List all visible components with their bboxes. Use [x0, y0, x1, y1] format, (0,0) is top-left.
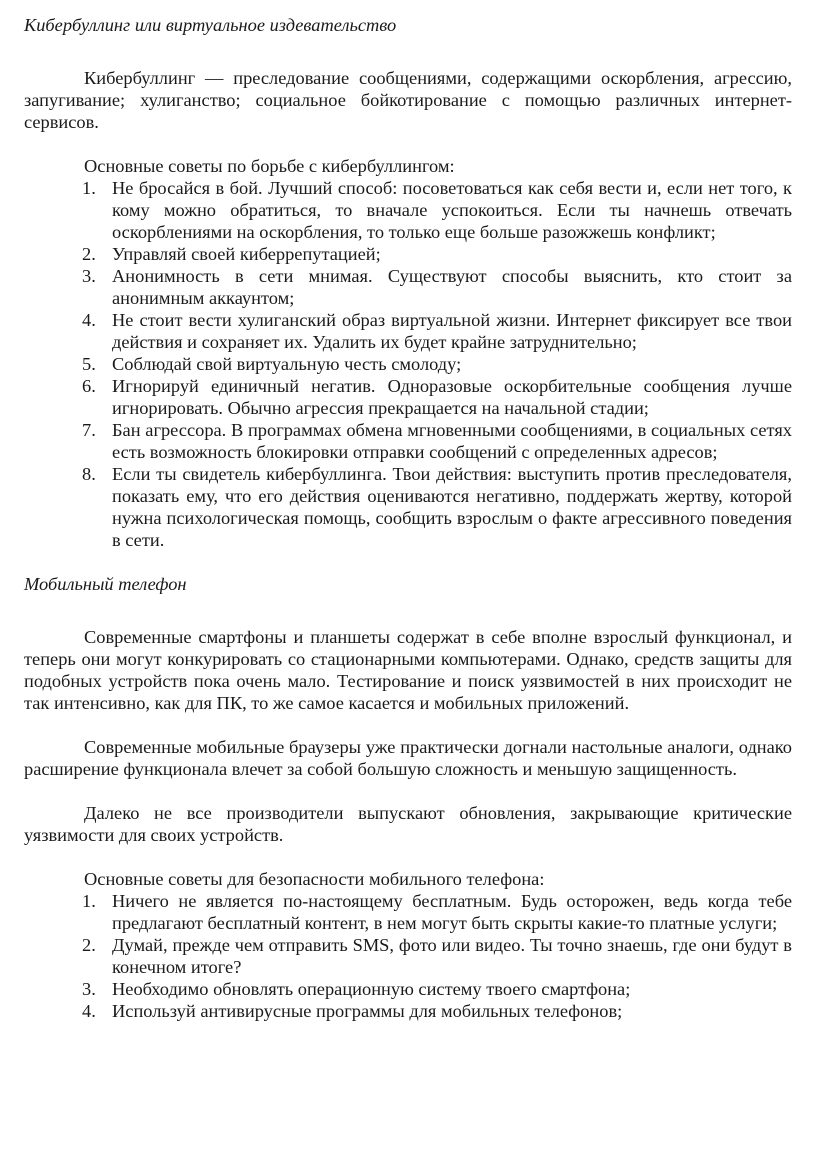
tips-intro-mobile: Основные советы для безопасности мобильного телефона: — [84, 869, 545, 889]
list-item — [82, 353, 792, 375]
list-item-text: Бан агрессора. В программах обмена мгновенными сообщениями, в социальных сетях есть возможность блокировки отправки сообщений с определенных адресов; — [112, 420, 792, 462]
list-item — [82, 243, 792, 265]
list-item — [82, 177, 792, 243]
list-item-text: Ничего не является по-настоящему бесплатным. Будь осторожен, ведь когда тебе предлагают бесплатный контент, в нем могут быть скрыты какие-то платные услуги; — [112, 891, 792, 933]
list-item-text: Не стоит вести хулиганский образ виртуальной жизни. Интернет фиксирует все твои действия и сохраняет их. Удалить их будет крайне затруднительно; — [112, 310, 792, 352]
section-heading-mobile-phone: Мобильный телефон — [24, 574, 187, 594]
spacer — [24, 133, 792, 155]
tips-list-mobile — [24, 890, 792, 1022]
tips-list-cyberbullying — [24, 177, 792, 551]
list-number: 3. — [82, 979, 96, 999]
list-item-text: Игнорируй единичный негатив. Одноразовые оскорбительные сообщения лучше игнорировать. Обычно агрессия прекращается на начальной стадии; — [112, 376, 792, 418]
spacer — [24, 595, 792, 626]
list-number: 3. — [82, 266, 96, 286]
list-number: 5. — [82, 354, 96, 374]
spacer — [24, 846, 792, 868]
list-number: 2. — [82, 244, 96, 264]
list-item — [82, 978, 792, 1000]
list-item-text: Не бросайся в бой. Лучший способ: посоветоваться как себя вести и, если нет того, к кому можно обратиться, то вначале успокоиться. Если ты начнешь отвечать оскорблениями на оскорбления, то только еще больше разожжешь конфликт; — [112, 178, 792, 242]
spacer — [24, 36, 792, 67]
list-item — [82, 419, 792, 463]
list-item — [82, 934, 792, 978]
list-item — [82, 265, 792, 309]
spacer — [24, 551, 792, 573]
list-item — [82, 375, 792, 419]
tips-intro-cyberbullying: Основные советы по борьбе с кибербуллингом: — [84, 156, 455, 176]
list-number: 1. — [82, 891, 96, 911]
paragraph-mobile-1: Современные смартфоны и планшеты содержат в себе вполне взрослый функционал, и теперь они могут конкурировать со стационарными компьютерами. Однако, средств защиты для подобных устройств пока очень мало. Тестирование и поиск уязвимостей в них происходит не так интенсивно, как для ПК, то же самое касается и мобильных приложений. — [24, 627, 792, 713]
list-number: 2. — [82, 935, 96, 955]
list-item-text: Используй антивирусные программы для мобильных телефонов; — [112, 1001, 623, 1021]
list-item — [82, 890, 792, 934]
list-number: 4. — [82, 1001, 96, 1021]
list-item-text: Соблюдай свой виртуальную честь смолоду; — [112, 354, 462, 374]
paragraph-mobile-2: Современные мобильные браузеры уже практически догнали настольные аналоги, однако расширение функционала влечет за собой большую сложность и меньшую защищенность. — [24, 737, 792, 779]
paragraph-mobile-3: Далеко не все производители выпускают обновления, закрывающие критические уязвимости для своих устройств. — [24, 803, 792, 845]
list-number: 7. — [82, 420, 96, 440]
section-heading-cyberbullying: Кибербуллинг или виртуальное издевательство — [24, 15, 397, 35]
list-item-text: Управляй своей киберрепутацией; — [112, 244, 381, 264]
list-item — [82, 463, 792, 551]
list-item-text: Думай, прежде чем отправить SMS, фото или видео. Ты точно знаешь, где они будут в конечном итоге? — [112, 935, 792, 977]
list-number: 4. — [82, 310, 96, 330]
paragraph-cyberbullying-definition: Кибербуллинг — преследование сообщениями, содержащими оскорбления, агрессию, запугивание; хулиганство; социальное бойкотирование с помощью различных интернет-сервисов. — [24, 68, 792, 132]
list-item — [82, 1000, 792, 1022]
list-number: 1. — [82, 178, 96, 198]
spacer — [24, 714, 792, 736]
list-number: 8. — [82, 464, 96, 484]
list-item — [82, 309, 792, 353]
list-item-text: Если ты свидетель кибербуллинга. Твои действия: выступить против преследователя, показать ему, что его действия оцениваются негативно, поддержать жертву, которой нужна психологическая помощь, сообщить взрослым о факте агрессивного поведения в сети. — [112, 464, 792, 550]
list-item-text: Анонимность в сети мнимая. Существуют способы выяснить, кто стоит за анонимным аккаунтом; — [112, 266, 792, 308]
spacer — [24, 780, 792, 802]
list-item-text: Необходимо обновлять операционную систему твоего смартфона; — [112, 979, 631, 999]
document-page — [24, 14, 792, 1022]
list-number: 6. — [82, 376, 96, 396]
